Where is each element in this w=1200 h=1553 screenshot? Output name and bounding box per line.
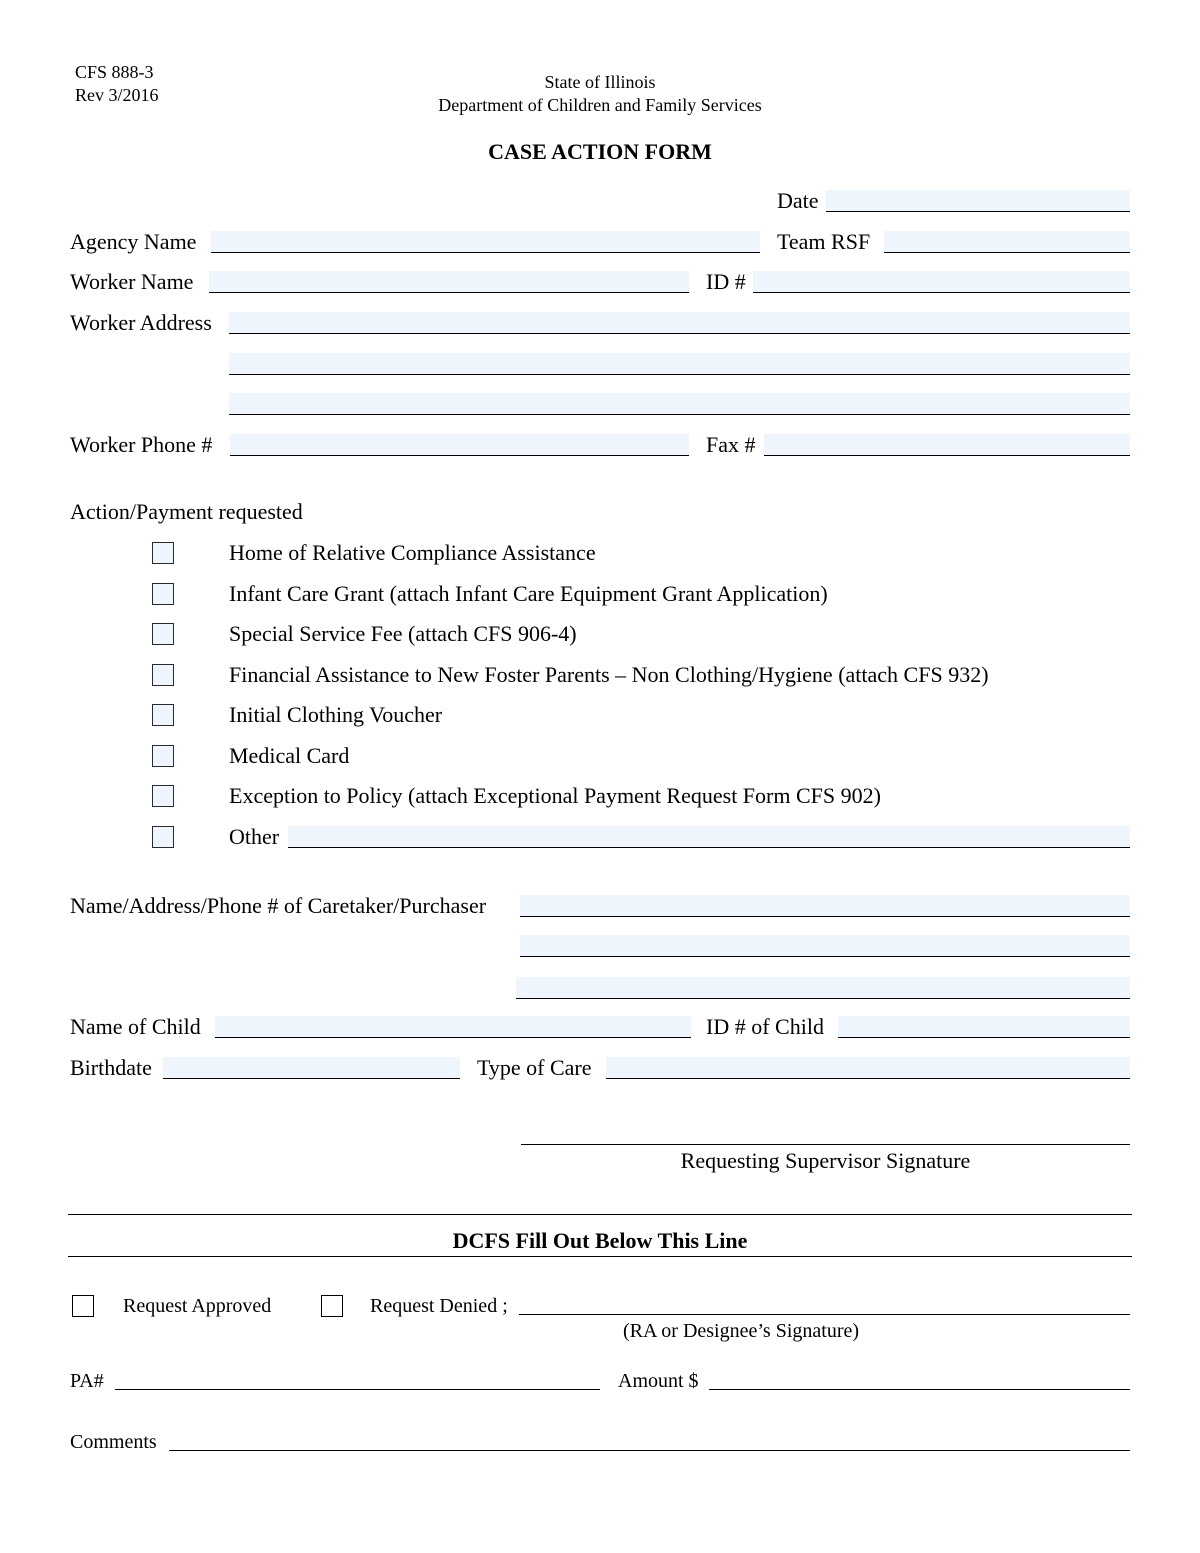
birthdate-field[interactable] [163,1057,460,1079]
dcfs-divider-top [68,1214,1132,1215]
pa-label: PA# [70,1370,104,1392]
form-number: CFS 888-3 [75,62,154,82]
amount-label: Amount $ [618,1370,699,1392]
team-rsf-label: Team RSF [777,229,871,254]
checkbox-other[interactable] [152,826,174,848]
worker-address-label: Worker Address [70,310,212,335]
child-id-label: ID # of Child [706,1014,824,1039]
worker-name-label: Worker Name [70,269,194,294]
agency-name-label: Agency Name [70,229,197,254]
form-title: CASE ACTION FORM [488,139,712,164]
birthdate-label: Birthdate [70,1055,152,1080]
action-label-special-service: Special Service Fee (attach CFS 906-4) [229,621,577,646]
other-field[interactable] [288,826,1130,848]
request-approved-label: Request Approved [123,1295,272,1317]
action-label-other: Other [229,824,280,849]
worker-id-label: ID # [706,269,746,294]
action-label-home-relative: Home of Relative Compliance Assistance [229,540,596,565]
team-rsf-field[interactable] [884,231,1130,253]
checkbox-infant-care[interactable] [152,583,174,605]
checkbox-home-relative[interactable] [152,542,174,564]
worker-id-field[interactable] [753,271,1130,293]
request-denied-checkbox[interactable] [321,1295,343,1317]
fax-label: Fax # [706,432,756,457]
request-denied-label: Request Denied ; [370,1295,508,1317]
request-approved-checkbox[interactable] [72,1295,94,1317]
state-name: State of Illinois [544,72,656,92]
type-of-care-label: Type of Care [477,1055,592,1080]
fax-field[interactable] [764,434,1130,456]
worker-name-field[interactable] [209,271,689,293]
action-label-infant-care: Infant Care Grant (attach Infant Care Equipment Grant Application) [229,581,828,606]
caretaker-label: Name/Address/Phone # of Caretaker/Purchaser [70,893,487,918]
comments-line[interactable] [169,1450,1130,1451]
ra-signature-line[interactable] [519,1314,1130,1315]
checkbox-medical-card[interactable] [152,745,174,767]
amount-line[interactable] [709,1389,1130,1390]
child-id-field[interactable] [838,1016,1130,1038]
dcfs-heading: DCFS Fill Out Below This Line [452,1228,748,1253]
worker-phone-field[interactable] [230,434,689,456]
department-name: Department of Children and Family Services [438,95,762,115]
worker-address-line-3[interactable] [229,393,1130,415]
supervisor-signature-label: Requesting Supervisor Signature [680,1148,971,1173]
dcfs-divider-bottom [68,1256,1132,1257]
checkbox-special-service[interactable] [152,623,174,645]
worker-address-line-2[interactable] [229,353,1130,375]
child-name-field[interactable] [215,1016,691,1038]
checkbox-clothing-voucher[interactable] [152,704,174,726]
comments-label: Comments [70,1431,157,1453]
caretaker-line-2[interactable] [520,935,1130,957]
date-field[interactable] [826,190,1130,212]
checkbox-financial-assistance[interactable] [152,664,174,686]
action-label-exception-policy: Exception to Policy (attach Exceptional Payment Request Form CFS 902) [229,783,881,808]
action-label-clothing-voucher: Initial Clothing Voucher [229,702,443,727]
caretaker-line-3[interactable] [516,977,1130,999]
action-heading: Action/Payment requested [70,499,303,524]
form-revision: Rev 3/2016 [75,85,159,105]
ra-signature-label: (RA or Designee’s Signature) [622,1320,860,1342]
caretaker-line-1[interactable] [520,895,1130,917]
child-name-label: Name of Child [70,1014,201,1039]
agency-name-field[interactable] [211,231,760,253]
type-of-care-field[interactable] [606,1057,1130,1079]
date-label: Date [777,188,819,213]
pa-line[interactable] [115,1389,600,1390]
action-label-financial-assistance: Financial Assistance to New Foster Parents – Non Clothing/Hygiene (attach CFS 932) [229,662,989,687]
action-label-medical-card: Medical Card [229,743,350,768]
supervisor-signature-line[interactable] [521,1144,1130,1145]
worker-phone-label: Worker Phone # [70,432,213,457]
worker-address-line-1[interactable] [229,312,1130,334]
checkbox-exception-policy[interactable] [152,785,174,807]
